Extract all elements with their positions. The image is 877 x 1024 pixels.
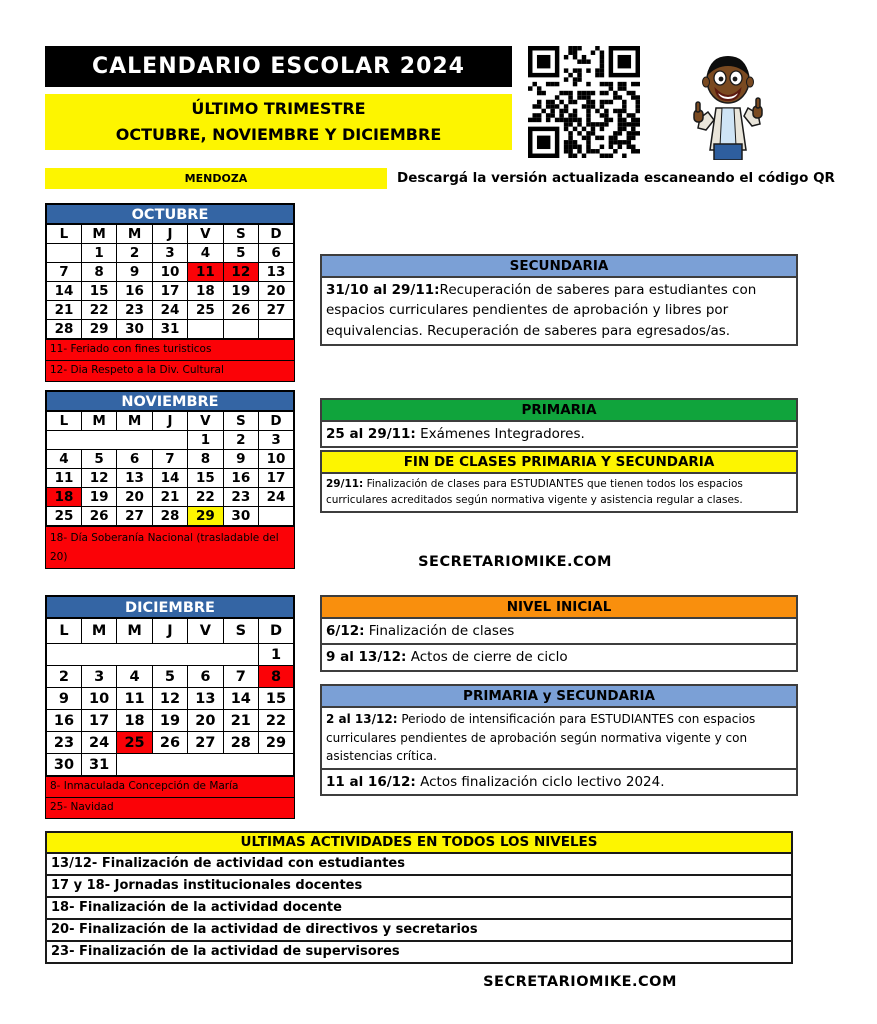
day-header-cell: J	[152, 224, 187, 244]
day-header-cell: M	[81, 411, 116, 431]
date-cell: 16	[223, 469, 258, 488]
watermark-bottom: SECRETARIOMIKE.COM	[483, 974, 677, 990]
date-cell: 21	[223, 710, 258, 732]
date-cell: 1	[259, 644, 294, 666]
week-row	[46, 754, 294, 777]
date-cell: 3	[152, 244, 187, 263]
section-row-text: Periodo de intensificación para ESTUDIANTES con espacios curriculares pendientes de aprobación según normativa vigente y con asistencias crítica.	[326, 712, 756, 764]
section-row-text: Actos finalización ciclo lectivo 2024.	[415, 773, 665, 790]
date-cell: 26	[223, 301, 258, 320]
date-cell: 21	[152, 488, 187, 507]
date-cell: 29	[259, 732, 294, 754]
date-cell: 27	[117, 507, 152, 527]
date-cell: 28	[223, 732, 258, 754]
date-cell: 24	[259, 488, 294, 507]
qr-caption: Descargá la versión actualizada escaneando el código QR	[397, 170, 835, 186]
region-bar	[45, 168, 387, 189]
date-cell: 2	[223, 431, 258, 450]
holiday-note: 12- Dia Respeto a la Div. Cultural	[45, 361, 295, 382]
date-cell: 27	[259, 301, 294, 320]
week-row	[46, 450, 294, 469]
date-cell: 11	[188, 263, 223, 282]
week-row	[46, 732, 294, 754]
date-cell: 4	[117, 666, 152, 688]
date-cell: 22	[188, 488, 223, 507]
section-row-date: 11 al 16/12:	[326, 773, 416, 790]
day-header-cell: L	[46, 224, 81, 244]
date-cell: 21	[46, 301, 81, 320]
date-cell: 22	[81, 301, 116, 320]
date-cell: 8	[81, 263, 116, 282]
date-cell: 11	[46, 469, 81, 488]
main-title-bar	[45, 46, 512, 87]
date-cell: 9	[117, 263, 152, 282]
date-cell: 9	[223, 450, 258, 469]
date-cell: 22	[259, 710, 294, 732]
date-cell	[46, 431, 188, 450]
date-cell: 25	[188, 301, 223, 320]
date-cell: 14	[152, 469, 187, 488]
section-row	[322, 708, 796, 768]
section-row-text: Finalización de clases	[364, 623, 515, 639]
date-cell: 15	[188, 469, 223, 488]
date-cell: 3	[259, 431, 294, 450]
week-row	[46, 688, 294, 710]
date-cell	[188, 320, 223, 340]
date-cell: 20	[188, 710, 223, 732]
section-row-text: Exámenes Integradores.	[415, 426, 585, 442]
date-cell: 28	[152, 507, 187, 527]
holiday-note: 18- Día Soberanía Nacional (trasladable del 20)	[45, 527, 295, 569]
week-row	[46, 320, 294, 340]
date-cell: 26	[152, 732, 187, 754]
date-cell	[46, 244, 81, 263]
date-cell: 15	[81, 282, 116, 301]
day-header-cell: S	[223, 618, 258, 644]
day-header-row	[46, 411, 294, 431]
watermark-mid: SECRETARIOMIKE.COM	[418, 554, 612, 570]
day-header-cell: D	[259, 224, 294, 244]
date-cell: 23	[223, 488, 258, 507]
date-cell: 8	[259, 666, 294, 688]
section-row	[322, 278, 796, 344]
section-row	[322, 474, 796, 511]
date-cell: 19	[81, 488, 116, 507]
day-header-cell: J	[152, 618, 187, 644]
date-cell: 31	[81, 754, 116, 777]
date-cell: 13	[188, 688, 223, 710]
day-header-cell: M	[117, 618, 152, 644]
day-header-row	[46, 224, 294, 244]
final-activities-row: 18- Finalización de la actividad docente	[47, 896, 791, 918]
day-header-cell: M	[81, 618, 116, 644]
week-row	[46, 263, 294, 282]
date-cell: 30	[117, 320, 152, 340]
section-row-date: 9 al 13/12:	[326, 649, 407, 666]
date-cell: 29	[188, 507, 223, 527]
calendar-november	[45, 390, 295, 569]
mascot-thumbs-up-icon	[686, 50, 770, 160]
date-cell	[223, 320, 258, 340]
section-row	[322, 768, 796, 794]
section-row	[322, 422, 796, 446]
date-cell: 20	[117, 488, 152, 507]
date-cell: 9	[46, 688, 81, 710]
holiday-note: 25- Navidad	[45, 798, 295, 819]
date-cell: 19	[152, 710, 187, 732]
day-header-cell: V	[188, 224, 223, 244]
section-header: NIVEL INICIAL	[322, 597, 796, 619]
date-cell	[117, 754, 294, 777]
day-header-cell: M	[117, 224, 152, 244]
calendar-grid	[45, 223, 295, 340]
section-row-text: Recuperación de saberes para estudiantes con espacios curriculares pendientes de aprobación y libres por equivalencias. Recuperación de saberes para egresados/as.	[326, 282, 757, 339]
calendar-title: DICIEMBRE	[45, 595, 295, 617]
date-cell: 24	[81, 732, 116, 754]
subtitle-line1: ÚLTIMO TRIMESTRE	[191, 99, 366, 119]
week-row	[46, 282, 294, 301]
date-cell: 30	[46, 754, 81, 777]
date-cell: 1	[188, 431, 223, 450]
final-activities-table	[45, 831, 793, 964]
date-cell: 14	[223, 688, 258, 710]
date-cell: 18	[46, 488, 81, 507]
section-header: SECUNDARIA	[322, 256, 796, 278]
section-row	[322, 643, 796, 669]
date-cell: 20	[259, 282, 294, 301]
date-cell: 12	[223, 263, 258, 282]
date-cell: 1	[81, 244, 116, 263]
date-cell: 5	[81, 450, 116, 469]
week-row	[46, 301, 294, 320]
section-header: PRIMARIA	[322, 400, 796, 422]
date-cell: 2	[46, 666, 81, 688]
date-cell: 13	[259, 263, 294, 282]
day-header-cell: V	[188, 411, 223, 431]
section-primaria	[320, 398, 798, 448]
final-activities-row: 13/12- Finalización de actividad con estudiantes	[47, 852, 791, 874]
region-label: MENDOZA	[184, 172, 248, 185]
final-activities-row: 23- Finalización de la actividad de supervisores	[47, 940, 791, 962]
date-cell: 7	[46, 263, 81, 282]
date-cell: 12	[81, 469, 116, 488]
day-header-cell: J	[152, 411, 187, 431]
week-row	[46, 488, 294, 507]
date-cell: 17	[81, 710, 116, 732]
date-cell: 31	[152, 320, 187, 340]
date-cell: 2	[117, 244, 152, 263]
section-row-date: 25 al 29/11:	[326, 426, 416, 442]
date-cell: 5	[152, 666, 187, 688]
date-cell: 4	[188, 244, 223, 263]
date-cell: 11	[117, 688, 152, 710]
section-row-date: 2 al 13/12:	[326, 712, 398, 726]
calendar-grid	[45, 617, 295, 777]
section-row-date: 31/10 al 29/11:	[326, 282, 440, 298]
section-row-text: Finalización de clases para ESTUDIANTES que tienen todos los espacios curriculares acreditados según normativa vigente y asistencia regular a clases.	[326, 478, 743, 507]
week-row	[46, 469, 294, 488]
date-cell: 24	[152, 301, 187, 320]
week-row	[46, 710, 294, 732]
section-row-date: 6/12:	[326, 623, 365, 639]
calendar-december	[45, 595, 295, 819]
qr-code-icon	[528, 46, 640, 158]
holiday-note: 11- Feriado con fines turisticos	[45, 340, 295, 361]
final-activities-header: ULTIMAS ACTIVIDADES EN TODOS LOS NIVELES	[47, 833, 791, 852]
date-cell: 17	[152, 282, 187, 301]
date-cell: 13	[117, 469, 152, 488]
main-title: CALENDARIO ESCOLAR 2024	[91, 54, 465, 79]
date-cell: 28	[46, 320, 81, 340]
day-header-row	[46, 618, 294, 644]
subtitle-box	[45, 94, 512, 150]
calendar-october	[45, 203, 295, 382]
date-cell: 23	[46, 732, 81, 754]
day-header-cell: V	[188, 618, 223, 644]
date-cell: 30	[223, 507, 258, 527]
week-row	[46, 431, 294, 450]
section-primaria-secundaria	[320, 684, 798, 796]
date-cell: 16	[46, 710, 81, 732]
date-cell: 6	[188, 666, 223, 688]
day-header-cell: S	[223, 224, 258, 244]
day-header-cell: D	[259, 618, 294, 644]
date-cell: 27	[188, 732, 223, 754]
day-header-cell: M	[117, 411, 152, 431]
date-cell: 10	[152, 263, 187, 282]
week-row	[46, 666, 294, 688]
day-header-cell: L	[46, 618, 81, 644]
calendar-grid	[45, 410, 295, 527]
section-row	[322, 619, 796, 643]
day-header-cell: S	[223, 411, 258, 431]
date-cell: 6	[117, 450, 152, 469]
date-cell: 10	[81, 688, 116, 710]
date-cell: 14	[46, 282, 81, 301]
calendar-title: OCTUBRE	[45, 203, 295, 223]
section-header: PRIMARIA y SECUNDARIA	[322, 686, 796, 708]
week-row	[46, 244, 294, 263]
section-header: FIN DE CLASES PRIMARIA Y SECUNDARIA	[322, 452, 796, 474]
date-cell: 17	[259, 469, 294, 488]
week-row	[46, 644, 294, 666]
day-header-cell: D	[259, 411, 294, 431]
holiday-note: 8- Inmaculada Concepción de María	[45, 777, 295, 798]
date-cell	[259, 507, 294, 527]
date-cell: 26	[81, 507, 116, 527]
date-cell	[259, 320, 294, 340]
day-header-cell: M	[81, 224, 116, 244]
date-cell: 29	[81, 320, 116, 340]
section-row-date: 29/11:	[326, 478, 364, 490]
date-cell: 19	[223, 282, 258, 301]
section-secundaria	[320, 254, 798, 346]
date-cell: 6	[259, 244, 294, 263]
section-nivel-inicial	[320, 595, 798, 672]
date-cell: 18	[188, 282, 223, 301]
date-cell: 25	[117, 732, 152, 754]
date-cell: 15	[259, 688, 294, 710]
final-activities-row: 20- Finalización de la actividad de directivos y secretarios	[47, 918, 791, 940]
week-row	[46, 507, 294, 527]
calendar-title: NOVIEMBRE	[45, 390, 295, 410]
date-cell: 23	[117, 301, 152, 320]
final-activities-row: 17 y 18- Jornadas institucionales docentes	[47, 874, 791, 896]
day-header-cell: L	[46, 411, 81, 431]
date-cell: 4	[46, 450, 81, 469]
date-cell: 5	[223, 244, 258, 263]
date-cell: 25	[46, 507, 81, 527]
date-cell	[46, 644, 259, 666]
date-cell: 12	[152, 688, 187, 710]
subtitle-line2: OCTUBRE, NOVIEMBRE Y DICIEMBRE	[115, 125, 442, 144]
section-row-text: Actos de cierre de ciclo	[406, 649, 568, 666]
date-cell: 3	[81, 666, 116, 688]
date-cell: 7	[223, 666, 258, 688]
section-fin-de-clases	[320, 450, 798, 513]
date-cell: 7	[152, 450, 187, 469]
date-cell: 10	[259, 450, 294, 469]
date-cell: 16	[117, 282, 152, 301]
date-cell: 8	[188, 450, 223, 469]
date-cell: 18	[117, 710, 152, 732]
